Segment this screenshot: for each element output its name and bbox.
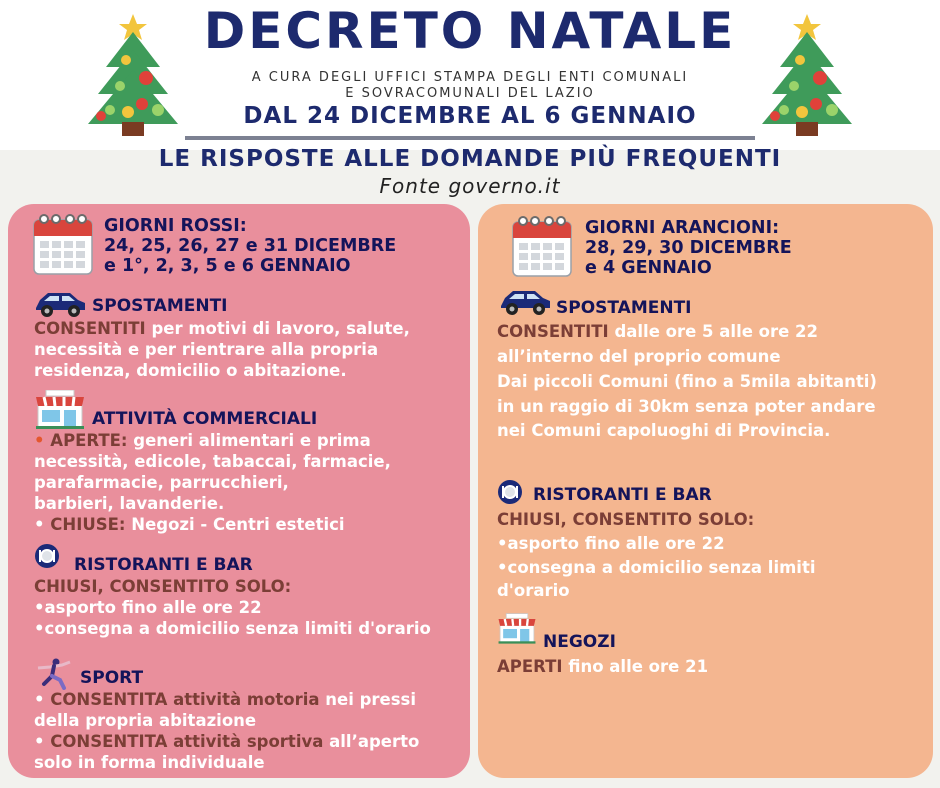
runner-icon [36,658,72,690]
orange-spostamenti-line-5: nei Comuni capoluoghi di Provincia. [497,421,831,440]
orange-spostamenti-heading: SPOSTAMENTI [556,298,692,318]
red-spostamenti-line-2: necessità e per rientrare alla propria [34,340,379,359]
red-ristoranti-line-3: •consegna a domicilio senza limiti d'orario [34,619,431,638]
plate-icon [497,479,523,505]
orange-days-title: GIORNI ARANCIONI: [585,218,780,238]
red-ristoranti-heading: RISTORANTI E BAR [74,555,253,575]
red-spostamenti-line-3: residenza, domicilio o abitazione. [34,361,347,380]
red-days-title: GIORNI ROSSI: [104,216,247,236]
red-ristoranti-line-2: •asporto fino alle ore 22 [34,598,262,617]
source-note: Fonte governo.it [379,174,561,198]
red-ristoranti-line-1: CHIUSI, CONSENTITO SOLO: [34,577,292,596]
orange-spostamenti-line-4: in un raggio di 30km senza poter andare [497,397,876,416]
orange-ristoranti-line-1: CHIUSI, CONSENTITO SOLO: [497,510,755,529]
divider [185,136,755,140]
orange-days-dates-january: e 4 GENNAIO [585,258,712,278]
red-spostamenti-line-1: CONSENTITI per motivi di lavoro, salute, [34,319,410,338]
sport-item-2-line-1: • CONSENTITA attività sportiva all’aperto [34,732,420,751]
date-range: DAL 24 DICEMBRE AL 6 GENNAIO [243,103,697,129]
orange-ristoranti-line-2: •asporto fino alle ore 22 [497,534,725,553]
sport-item-2-line-2: solo in forma individuale [34,753,265,772]
attivita-aperte-line-4: barbieri, lavanderie. [34,494,225,513]
sport-item-1-line-1: • CONSENTITA attività motoria nei pressi [34,690,417,709]
orange-spostamenti-line-3: Dai piccoli Comuni (fino a 5mila abitanti) [497,372,877,391]
car-icon [497,286,553,316]
negozi-line: APERTI fino alle ore 21 [497,657,709,676]
red-days-dates-december: 24, 25, 26, 27 e 31 DICEMBRE [104,236,397,256]
car-icon [32,288,88,318]
sport-heading: SPORT [80,668,144,688]
orange-ristoranti-line-3: •consegna a domicilio senza limiti [497,558,816,577]
subtitle-line-1: A CURA DEGLI UFFICI STAMPA DEGLI ENTI COMUNALI [251,70,689,85]
attivita-heading: ATTIVITÀ COMMERCIALI [92,409,318,429]
page-title: DECRETO NATALE [203,2,737,60]
orange-spostamenti-line-1: CONSENTITI dalle ore 5 alle ore 22 [497,322,819,341]
orange-ristoranti-line-4: d'orario [497,581,570,600]
orange-ristoranti-heading: RISTORANTI E BAR [533,485,712,505]
negozi-heading: NEGOZI [543,632,616,652]
calendar-icon [511,214,573,278]
red-days-dates-january: e 1°, 2, 3, 5 e 6 GENNAIO [104,256,351,276]
red-spostamenti-heading: SPOSTAMENTI [92,296,228,316]
plate-icon [34,543,60,569]
orange-days-dates-december: 28, 29, 30 DICEMBRE [585,238,792,258]
shop-icon [497,612,537,646]
attivita-chiuse-line: • CHIUSE: Negozi - Centri estetici [34,515,345,534]
subtitle-line-2: E SOVRACOMUNALI DEL LAZIO [345,86,595,101]
attivita-aperte-line-1: • APERTE: generi alimentari e prima [34,431,371,450]
attivita-aperte-line-2: necessità, edicole, tabaccai, farmacie, [34,452,391,471]
calendar-icon [32,212,94,276]
orange-spostamenti-line-2: all’interno del proprio comune [497,347,781,366]
shop-icon [34,390,86,430]
faq-title: LE RISPOSTE ALLE DOMANDE PIÙ FREQUENTI [158,146,782,172]
sport-item-1-line-2: della propria abitazione [34,711,257,730]
attivita-aperte-line-3: parafarmacie, parrucchieri, [34,473,289,492]
